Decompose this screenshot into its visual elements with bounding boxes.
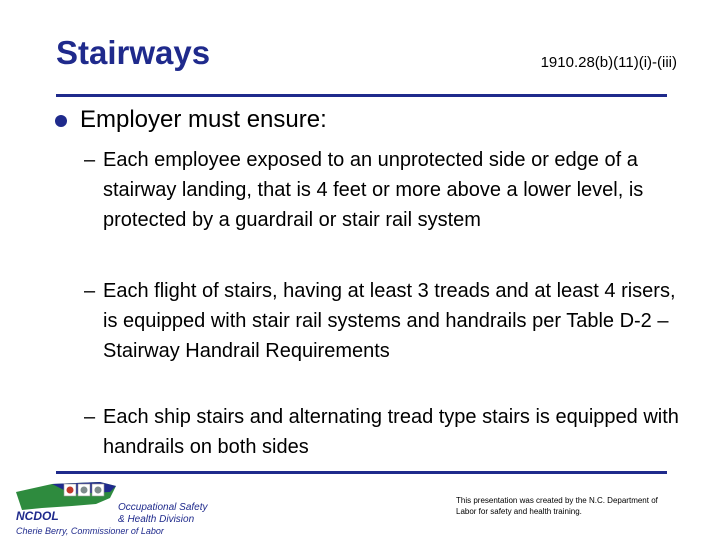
sub-bullet-3 <box>84 402 684 462</box>
commissioner-credit: Cherie Berry, Commissioner of Labor <box>16 526 164 536</box>
logo-name: NCDOL <box>16 509 59 523</box>
dash-icon: – <box>84 149 96 171</box>
sub-bullet-1 <box>84 145 684 235</box>
sub-bullet-2 <box>84 276 684 366</box>
logo-division-line1: Occupational Safety <box>118 502 208 513</box>
bullet-dot-icon <box>55 115 67 127</box>
sub-bullet-text: Each flight of stairs, having at least 3 treads and at least 4 risers, is equipped with stair rail systems and handrails per Table D-2 – Stairway Handrail Requirements <box>103 280 676 362</box>
main-bullet-text: Employer must ensure: <box>80 106 327 133</box>
presentation-credit: This presentation was created by the N.C. Department of Labor for safety and health training. <box>456 496 658 516</box>
sub-bullet-text: Each ship stairs and alternating tread type stairs is equipped with handrails on both sides <box>103 406 679 458</box>
footer-divider <box>56 471 667 474</box>
dash-icon: – <box>84 280 96 302</box>
standard-reference: 1910.28(b)(11)(i)-(iii) <box>540 54 677 71</box>
logo-division <box>118 502 208 525</box>
title-divider <box>56 94 667 97</box>
sub-bullet-text: Each employee exposed to an unprotected side or edge of a stairway landing, that is 4 feet or more above a lower level, is protected by a guardrail or stair rail system <box>103 149 644 231</box>
slide-title: Stairways <box>56 34 211 71</box>
dash-icon: – <box>84 406 96 428</box>
logo-division-line2: & Health Division <box>118 513 195 525</box>
main-bullet <box>55 106 327 135</box>
